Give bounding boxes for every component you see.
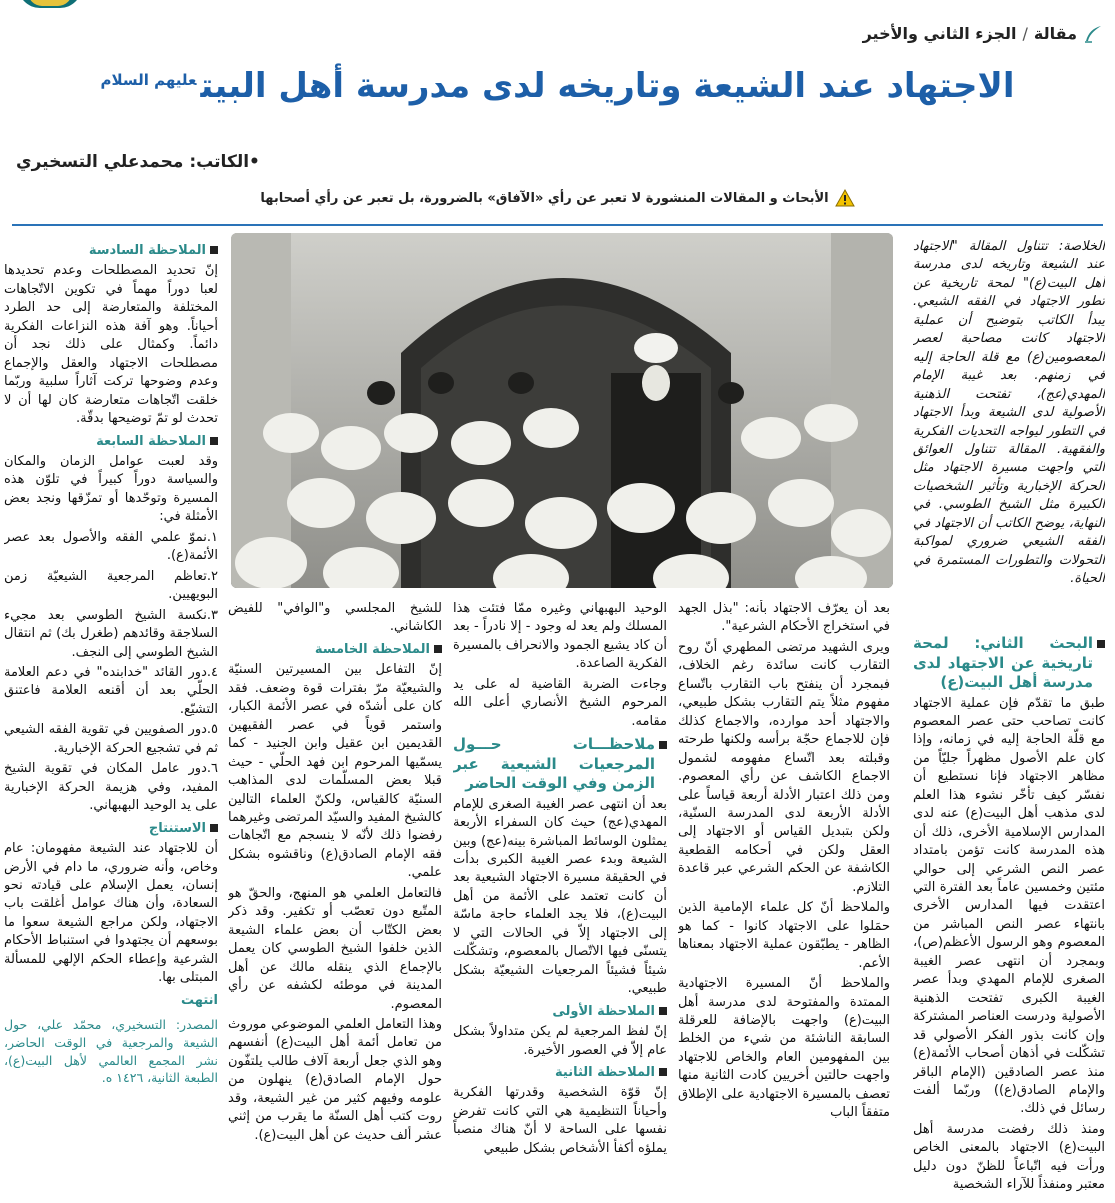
- note-heading: [228, 641, 442, 659]
- paragraph: للشيخ المجلسي و"الوافي" للفيض الكاشاني.: [228, 601, 442, 635]
- list-item: ٦.دور عامل المكان في تقوية الشيخ المفيد، وفي هزيمة الحركة الإخبارية على يد الوحيد البهبهاني.: [4, 761, 218, 814]
- section-two-heading: [913, 634, 1105, 693]
- bullet-icon: [210, 246, 218, 254]
- note-heading-text: الملاحظة الأولى: [552, 1003, 655, 1019]
- paragraph: الوحيد البهبهاني وغيره ممّا فتئت هذا المسلك ولم يعد له وجود - إلا نادراً - بعد أن كاد يشيع الجمود والانحراف بالمسيرة الفكرية الصاعدة.: [453, 601, 667, 672]
- paragraph: فالتعامل العلمي هو المنهج، والحقّ هو المتّبع دون تعصّب أو تكفير. وقد ذكر بعض الكتّاب أن بعض علماء الشيعة الذين خلفوا الشيخ الطوسي كان يعمل بالإجماع الذي ينقله مالك عن أهل المدينة في موطئه لكشفه عن رأي المعصوم.: [228, 885, 442, 1012]
- body-column-3: [228, 600, 442, 1203]
- bullet-icon: [210, 437, 218, 445]
- note-heading-text: الملاحظة الثانية: [555, 1065, 655, 1081]
- source-citation: المصدر: التسخيري، محمّد علي، حول الشيعة والمرجعية في الوقت الحاضر، نشر المجمع العالمي لأهل البيت(ع)، الطبعة الثانية، ١٤٢٦ ه.: [4, 1017, 218, 1086]
- paragraph: وهذا التعامل العلمي الموضوعي موروث من تعامل أئمة أهل البيت(ع) أنفسهم وهو الذي جعل أربعة آلاف طالب يلتفّون حول الإمام الصادق(ع) ينهلون من علومه وفيهم كثير من غير الشيعة، وقد روت كتب أهل السنّة ما يقرب من إثني عشر ألف حديث عن أهل البيت(ع).: [228, 1016, 442, 1143]
- disclaimer-text: الأبحاث و المقالات المنشورة لا تعبر عن رأي «الآفاق» بالضرورة، بل تعبر عن رأي أصحابها: [260, 190, 829, 206]
- note-heading-text: الملاحظة السادسة: [88, 243, 206, 258]
- note-heading: [4, 242, 218, 260]
- list-item: ٢.تعاظم المرجعية الشيعيّة زمن البويهيين.: [4, 568, 218, 603]
- list-item: ٤.دور القائد "خدابنده" في دعم العلامة الحلّي بعد أن أقنعه العلامة فاعتنق التشيّع.: [4, 664, 218, 717]
- bullet-icon: [1097, 640, 1105, 648]
- paragraph: إنّ لفظ المرجعية لم يكن متداولاً بشكل عام إلاّ في العصور الأخيرة.: [453, 1024, 667, 1058]
- bullet-icon: [434, 645, 442, 653]
- right-column: [913, 630, 1105, 1203]
- summary-column: [913, 238, 1105, 610]
- header-rule: [12, 224, 1103, 226]
- section-separator: /: [1022, 24, 1028, 43]
- note-heading: [453, 1064, 667, 1082]
- section-header: [863, 24, 1103, 43]
- disclaimer: [0, 189, 1115, 207]
- paragraph: إنّ قوّة الشخصية وقدرتها الفكرية وأحياناً التنظيمية هي التي كانت تفرض نفسها على الساحة لا أنّ هناك منصباً يملؤه أكفأ الأشخاص بشكل طبيعي: [453, 1085, 667, 1156]
- historical-photo: [231, 233, 893, 588]
- paragraph: وجاءت الضربة القاضية له على يد المرحوم الشيخ الأنصاري أعلى الله مقامه.: [453, 676, 667, 729]
- note-heading: [4, 433, 218, 451]
- paragraph: إنّ التفاعل بين المسيرتين السنيّة والشيعيّة مرّ بفترات قوة وضعف. فقد كان على أشدّه في عصر الأئمة الكبار، واستمر قوياً في عصر الفقيهين القديمين ابن عقيل وابن الجنيد - كما يسمّيها المرحوم ابن فهد الحلّي - حيث قبلا بعض المسلّمات لدى المذاهب السنيّة كالقياس، ولكنّ العلماء التالين كالشيخ المفيد والسيّد المرتضى وغيرهما رفضوا ذلك لأنّه لا ينسجم مع اتّجاهات فقه الإمام الصادق(ع) وناقشوه بشكل علمي.: [228, 662, 442, 881]
- left-column: [4, 238, 218, 1203]
- author-line: •الكاتب: محمدعلي التسخيري: [16, 152, 260, 172]
- list-item: ١.نموّ علمي الفقه والأصول بعد عصر الأئمة(ع).: [4, 529, 218, 564]
- paragraph: والملاحظ أنّ كل علماء الإمامية الذين حمَلوا على الاجتهاد كانوا - كما هو الظاهر - يطبّقون عملية الاجتهاد بمعناها الأعم.: [678, 900, 890, 971]
- paragraph: بعد أن انتهى عصر الغيبة الصغرى للإمام المهدي(عج) حيث كان السفراء الأربعة يمثلون الوسائط المباشرة بينه(عج) وبين الشيعة وبدء عصر الغيبة الكبرى بدأت في الحقيقة مسيرة الاجتهاد الشيعية بعد أن كانت تعتمد على الأئمة من أهل البيت(ع)، فلا يجد العلماء حاجة ماسّة إلى الاجتهاد إلاّ في الحالات التي لا يتسنّى فيها الاتّصال بالمعصوم، وتشكّلت شيئاً فشيئاً المرجعيات الشيعيّة بشكل طبيعي.: [453, 796, 667, 997]
- conclusion-heading: [4, 820, 218, 838]
- bullet-icon: [659, 1007, 667, 1015]
- paragraph: بعد أن يعرّف الاجتهاد بأنه: "بذل الجهد في استخراج الأحكام الشرعية".: [678, 601, 890, 635]
- paragraph: وقد لعبت عوامل الزمان والمكان والسياسة دوراً كبيراً في تلوّن هذه المسيرة وتوحّدها أو تمزّقها ونجد بعض الأمثلة في:: [4, 453, 218, 525]
- section-label: مقالة: [1033, 24, 1077, 43]
- paragraph: ويرى الشهيد مرتضى المطهري أنّ روح التقارب كانت سائدة رغم الخلاف، فبمجرد أن ينفتح باب التقارب باتّساع مفهوم مثلاً يتم التقارب بشكل طبيعي، والاجتهاد أحد موارده، والاجماع كذلك فإن للاجماع حجّة برأسه ولكنها طرحته وقبلته بعد اتّساع مفهومه لشمول الاجماع الكاشف عن رأي المعصوم. ومن ذلك اعتبار الأدلة أربعة قياساً على الأدلة الأربعة لدى المدرسة السنّية، ولكن بتبديل القياس أو الاجتهاد إلى العقل ولكن في أحكامه القطعية الكاشفة عن الحكم الشرعي عبر قاعدة التلازم.: [678, 639, 890, 895]
- paragraph: ومنذ ذلك رفضت مدرسة أهل البيت(ع) الاجتهاد بالمعنى الخاص ورأت فيه اتّباعاً للظنّ دون دليل معتبر ومنفذاً للآراء الشخصية: [913, 1121, 1105, 1193]
- end-label: انتهت: [181, 992, 218, 1008]
- part-label: الجزء الثاني والأخير: [862, 24, 1017, 43]
- paragraph: والملاحظ أنّ المسيرة الاجتهادية الممتدة والمفتوحة لدى مدرسة أهل البيت(ع) واجهت بالإضافة للعرقلة السابقة الناشئة من شيء من الخلط بين المفهومين العام والخاص للاجتهاد واجهت حالتين أخريين كادت الثانية منها تعصف بالمسيرة الاجتهادية على الإطلاق متفقاً الباب: [678, 976, 890, 1121]
- references-heading-text: ملاحظـــات حـــول المرجعيات الشيعية عبر الزمن وفي الوقت الحاضر: [453, 735, 655, 793]
- paragraph: أن للاجتهاد عند الشيعة مفهومان: عام وخاص، وأنه ضروري، ما دام في الأرض إنسان، يعمل الإسلام على قيادته نحو السعادة، وأن هناك عوامل أغلقت باب الاجتهاد، ولكن مراجع الشيعة سعوا ما بوسعهم أن يجتهدوا في استنباط الأحكام الشرعية وإعطاء الحكم الإلهي للمسألة المبتلى بها.: [4, 841, 218, 986]
- section-two-heading-text: البحث الثاني: لمحة تاريخية عن الاجتهاد لدى مدرسة أهل البيت(ع): [913, 634, 1093, 691]
- note-heading-text: الملاحظة الخامسة: [314, 641, 430, 657]
- article-title-text: الاجتهاد عند الشيعة وتاريخه لدى مدرسة أهل البيت: [200, 66, 1015, 106]
- title-honorific: عليهم السلام: [100, 70, 197, 89]
- note-heading-text: الملاحظة السابعة: [96, 433, 206, 449]
- article-title: [0, 66, 1115, 106]
- paragraph: إنّ تحديد المصطلحات وعدم تحديدها لعبا دوراً مهماً في تكوين الاتّجاهات المختلفة والمتعارضة إلى حد الطرد أحياناً. وهو آفة هذه النزاعات الفكرية دائماً. وكمثال على ذلك نجد أن مصطلحات الاجتهاد والعقل والإجماع وعدم وضوحها تركت آثاراً سلبية وربّما خلقت اتّجاهات متعارضة كان لها أن لا تحدث لو تمّ توضيحها بدقّة.: [4, 263, 218, 427]
- list-item: ٣.نكسة الشيخ الطوسي بعد مجيء السلاجقة وقائدهم (طغرل بك) ثم انتقال الشيخ الطوسي إلى النجف.: [4, 607, 218, 660]
- conclusion-heading-text: الاستنتاج: [148, 820, 206, 836]
- summary-text: الخلاصة: تتناول المقالة "الاجتهاد عند الشيعة وتاريخه لدى مدرسة أهل البيت(ع)" لمحة تاريخية عن تطور الاجتهاد في الفقه الشيعي. يبدأ الكاتب بتوضيح أن عملية الاجتهاد كانت مصاحبة لعصر المعصومين(ع) مع قلة الحاجة إليه في زمنهم. بعد غيبة الإمام المهدي(عج)، تفتحت الذهنية الأصولية لدى الشيعة وبدأ الاجتهاد في التطور ليواجه التحديات الفكرية والفقهية. المقالة تتناول العوائق التي واجهت مسيرة الاجتهاد مثل الحركة الإخبارية وتأثير الشخصيات الكبيرة مثل الشيخ الطوسي. في النهاية، يوضح الكاتب أن الاجتهاد في الفقه الشيعي ضروري لمواكبة التحولات والتطورات المستمرة في الحياة.: [913, 239, 1105, 587]
- quill-icon: [1083, 25, 1103, 43]
- note-heading: [453, 1003, 667, 1021]
- bullet-icon: [659, 1068, 667, 1076]
- references-heading: [453, 735, 667, 794]
- bullet-icon: [659, 741, 667, 749]
- body-column-2: [453, 600, 667, 1203]
- paragraph: طبق ما تقدّم فإن عملية الاجتهاد كانت تصاحب حتى عصر المعصوم مع قلّة الحاجة إليه في زمانه، وإذا كان علم الأصول مظهراً جليّاً من مظاهر الاجتهاد فإنا نستطيع أن نفسّر كيف تأخّر نشوء هذا العلم لدى مذهب أهل البيت(ع) عنه لدى المدارس الإسلامية الأخرى، ذلك أن هذه المدرسة كانت تؤمن بامتداد عصر النص الشرعي إلى حوالي مئتين وخمسين عاماً بعد الفترة التي اعتقدت فيها المدارس الأخرى بانتهاء عصر النص المباشر من المعصوم وهو الرسول الأعظم(ص)، وبمجرد أن انتهى عصر الغيبة الصغرى للإمام المهدي وبدأ عصر الغيبة الكبرى تفتحت الذهنية الأصولية ودرست العناصر المشتركة وإن كانت بذور الفكر الأصولي قد تشكّلت في أذهان أصحاب الأئمة(ع) منذ عصر الصادقين (الإمام الباقر والإمام الصادق(ع)) وربّما ألفت رسائل في ذلك.: [913, 695, 1105, 1117]
- photo-illustration: [231, 233, 893, 588]
- warning-icon: [835, 189, 855, 207]
- bullet-icon: [210, 824, 218, 832]
- list-item: ٥.دور الصفويين في تقوية الفقه الشيعي ثم في تشجيع الحركة الإخبارية.: [4, 722, 218, 756]
- body-column-1: [678, 600, 890, 1203]
